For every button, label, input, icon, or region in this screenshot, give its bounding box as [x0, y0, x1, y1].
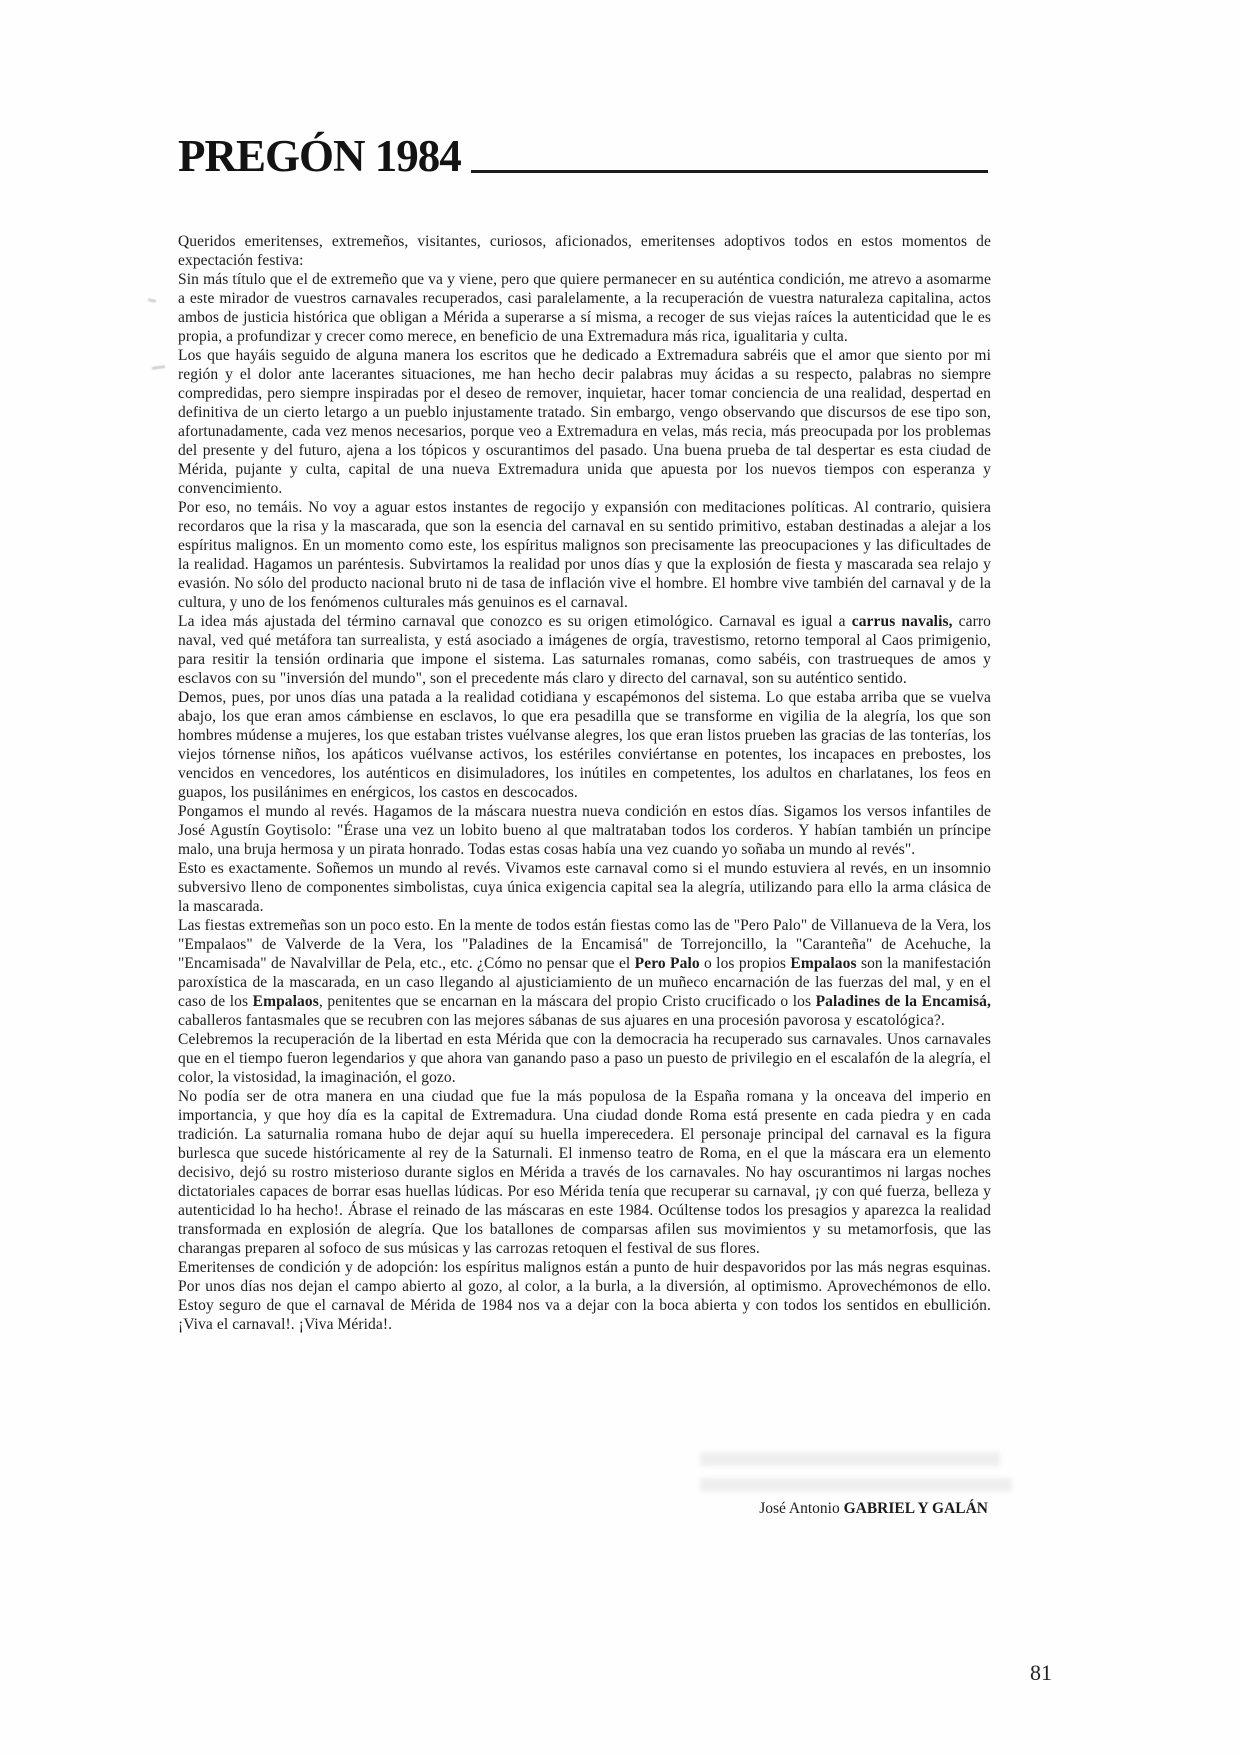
body-text	[178, 232, 991, 1334]
title-block	[178, 131, 988, 181]
paragraph: Queridos emeritenses, extremeños, visitantes, curiosos, aficionados, emeritenses adoptivos todos en estos momentos de expectación festiva:	[178, 233, 991, 269]
scan-artifact	[700, 1452, 1000, 1466]
paragraph: Emeritenses de condición y de adopción: los espíritus malignos están a punto de huir despavoridos por las más negras esquinas. Por unos días nos dejan el campo abierto al gozo, al color, a la burla, a la diversión, al optimismo. Aprovechémonos de ello. Estoy seguro de que el carnaval de Mérida de 1984 nos va a dejar con la boca abierta y con todos los sentidos en ebullición. ¡Viva el carnaval!. ¡Viva Mérida!.	[178, 1259, 991, 1333]
paragraph: No podía ser de otra manera en una ciudad que fue la más populosa de la España romana y la onceava del imperio en importancia, y que hoy día es la capital de Extremadura. Una ciudad donde Roma está presente en cada piedra y en cada tradición. La saturnalia romana hubo de dejar aquí su huella imperecedera. El personaje principal del carnaval es la figura burlesca que sucede históricamente al rey de la Saturnali. El inmenso teatro de Roma, en el que la máscara era un elemento decisivo, dejó su rostro misterioso durante siglos en Mérida a través de los carnavales. No hay oscurantimos ni largas noches dictatoriales capaces de borrar esas huellas lúdicas. Por eso Mérida tenía que recuperar su carnaval, ¡y con qué fuerza, belleza y autenticidad lo ha hecho!. Ábrase el reinado de las máscaras en este 1984. Ocúltense todos los presagios y aparezca la realidad transformada en explosión de alegría. Que los batallones de comparsas afilen sus movimientos y su metamorfosis, que las charangas preparen al sofoco de sus músicas y las carrozas retoquen el festival de sus flores.	[178, 1088, 991, 1257]
title-underline-rule	[471, 170, 988, 173]
paragraph: Demos, pues, por unos días una patada a la realidad cotidiana y escapémonos del sistema. Lo que estaba arriba que se vuelva abajo, los que eran amos cámbiense en esclavos, lo que era pesadilla que se transforme en vigilia de la alegría, los que son hombres múdense a mujeres, los que estaban tristes vuélvanse alegres, los que eran listos prueben las gracias de las tonterías, los viejos tórnense niños, los apáticos vuélvanse activos, los estériles conviértanse en potentes, los incapaces en prebostes, los vencidos en vencedores, los auténticos en disimuladores, los inútiles en competentes, los adultos en charlatanes, los feos en guapos, los pusilánimes en enérgicos, los castos en descocados.	[178, 689, 991, 801]
signature-prefix: José Antonio	[759, 1500, 844, 1517]
paragraph: Sin más título que el de extremeño que va y viene, pero que quiere permanecer en su auténtica condición, me atrevo a asomarme a este mirador de vuestros carnavales recuperados, casi paralelamente, a la recuperación de vuestra naturaleza capitalina, actos ambos de justicia histórica que obligan a Mérida a superarse a sí misma, a recoger de sus viejas raíces la autenticidad que le es propia, a profundizar y crecer como merece, en beneficio de una Extremadura más rica, igualitaria y culta.	[178, 271, 991, 345]
paragraph: Esto es exactamente. Soñemos un mundo al revés. Vivamos este carnaval como si el mundo estuviera al revés, en un insomnio subversivo lleno de componentes simbolistas, cuya única exigencia capital sea la alegría, utilizando para ello la arma clásica de la mascarada.	[178, 860, 991, 915]
signature-name: GABRIEL Y GALÁN	[843, 1500, 988, 1517]
page-title: PREGÓN 1984	[178, 131, 461, 181]
paragraph: Celebremos la recuperación de la libertad en esta Mérida que con la democracia ha recuperado sus carnavales. Unos carnavales que en el tiempo fueron legendarios y que ahora van ganando paso a paso un puesto de privilegio en el escalafón de la alegría, el color, la vistosidad, la imaginación, el gozo.	[178, 1031, 991, 1086]
paragraph: Las fiestas extremeñas son un poco esto. En la mente de todos están fiestas como las de "Pero Palo" de Villanueva de la Vera, los "Empalaos" de Valverde de la Vera, los "Paladines de la Encamisá" de Torrejoncillo, la "Caranteña" de Acehuche, la "Encamisada" de Navalvillar de Pela, etc., etc. ¿Cómo no pensar que el Pero Palo o los propios Empalaos son la manifestación paroxística de la mascarada, en un caso llegando al ajusticiamiento de un muñeco encarnación de las fuerzas del mal, y en el caso de los Empalaos, penitentes que se encarnan en la máscara del propio Cristo crucificado o los Paladines de la Encamisá, caballeros fantasmales que se recubren con las mejores sábanas de sus ajuares en una procesión pavorosa y escatológica?.	[178, 917, 991, 1029]
paragraph: Pongamos el mundo al revés. Hagamos de la máscara nuestra nueva condición en estos días. Sigamos los versos infantiles de José Agustín Goytisolo: "Érase una vez un lobito bueno al que maltrataban todos los corderos. Y habían también un príncipe malo, una bruja hermosa y un pirata honrado. Todas estas cosas había una vez cuando yo soñaba un mundo al revés".	[178, 803, 991, 858]
paragraph: Por eso, no temáis. No voy a aguar estos instantes de regocijo y expansión con meditaciones políticas. Al contrario, quisiera recordaros que la risa y la mascarada, que son la esencia del carnaval en su sentido primitivo, estaban destinadas a alejar a los espíritus malignos. En un momento como este, los espíritus malignos son precisamente las preocupaciones y las dificultades de la realidad. Hagamos un paréntesis. Subvirtamos la realidad por unos días y que la explosión de fiesta y mascarada sea relajo y evasión. No sólo del producto nacional bruto ni de tasa de inflación vive el hombre. El hombre vive también del carnaval y de la cultura, y uno de los fenómenos culturales más genuinos es el carnaval.	[178, 499, 991, 611]
scan-artifact	[700, 1478, 1012, 1492]
paragraph: Los que hayáis seguido de alguna manera los escritos que he dedicado a Extremadura sabréis que el amor que siento por mi región y el dolor ante lacerantes situaciones, me han hecho decir palabras muy ácidas a su respecto, palabras no siempre compredidas, pero siempre inspiradas por el deseo de remover, inquietar, hacer tomar conciencia de una realidad, despertad en definitiva de un cierto letargo a un pueblo injustamente tratado. Sin embargo, vengo observando que discursos de ese tipo son, afortunadamente, cada vez menos necesarios, porque veo a Extremadura en velas, más recia, más preocupada por los problemas del presente y del futuro, ajena a los tópicos y oscurantimos del pasado. Una buena prueba de tal despertar es esta ciudad de Mérida, pujante y culta, capital de una nueva Extremadura unida que apuesta por los nuevos tiempos con esperanza y convencimiento.	[178, 347, 991, 497]
page-number: 81	[1030, 1660, 1052, 1685]
signature	[759, 1500, 988, 1518]
scan-speck	[148, 298, 156, 303]
scan-speck	[152, 365, 165, 370]
paragraph: La idea más ajustada del término carnaval que conozco es su origen etimológico. Carnaval es igual a carrus navalis, carro naval, ved qué metáfora tan surrealista, y está asociado a imágenes de orgía, travestismo, retorno temporal al Caos primigenio, para resitir la tensión ordinaria que impone el sistema. Las saturnales romanas, como sabéis, con trastrueques de amos y esclavos con su "inversión del mundo", son el precedente más claro y directo del carnaval, son su auténtico sentido.	[178, 613, 991, 687]
